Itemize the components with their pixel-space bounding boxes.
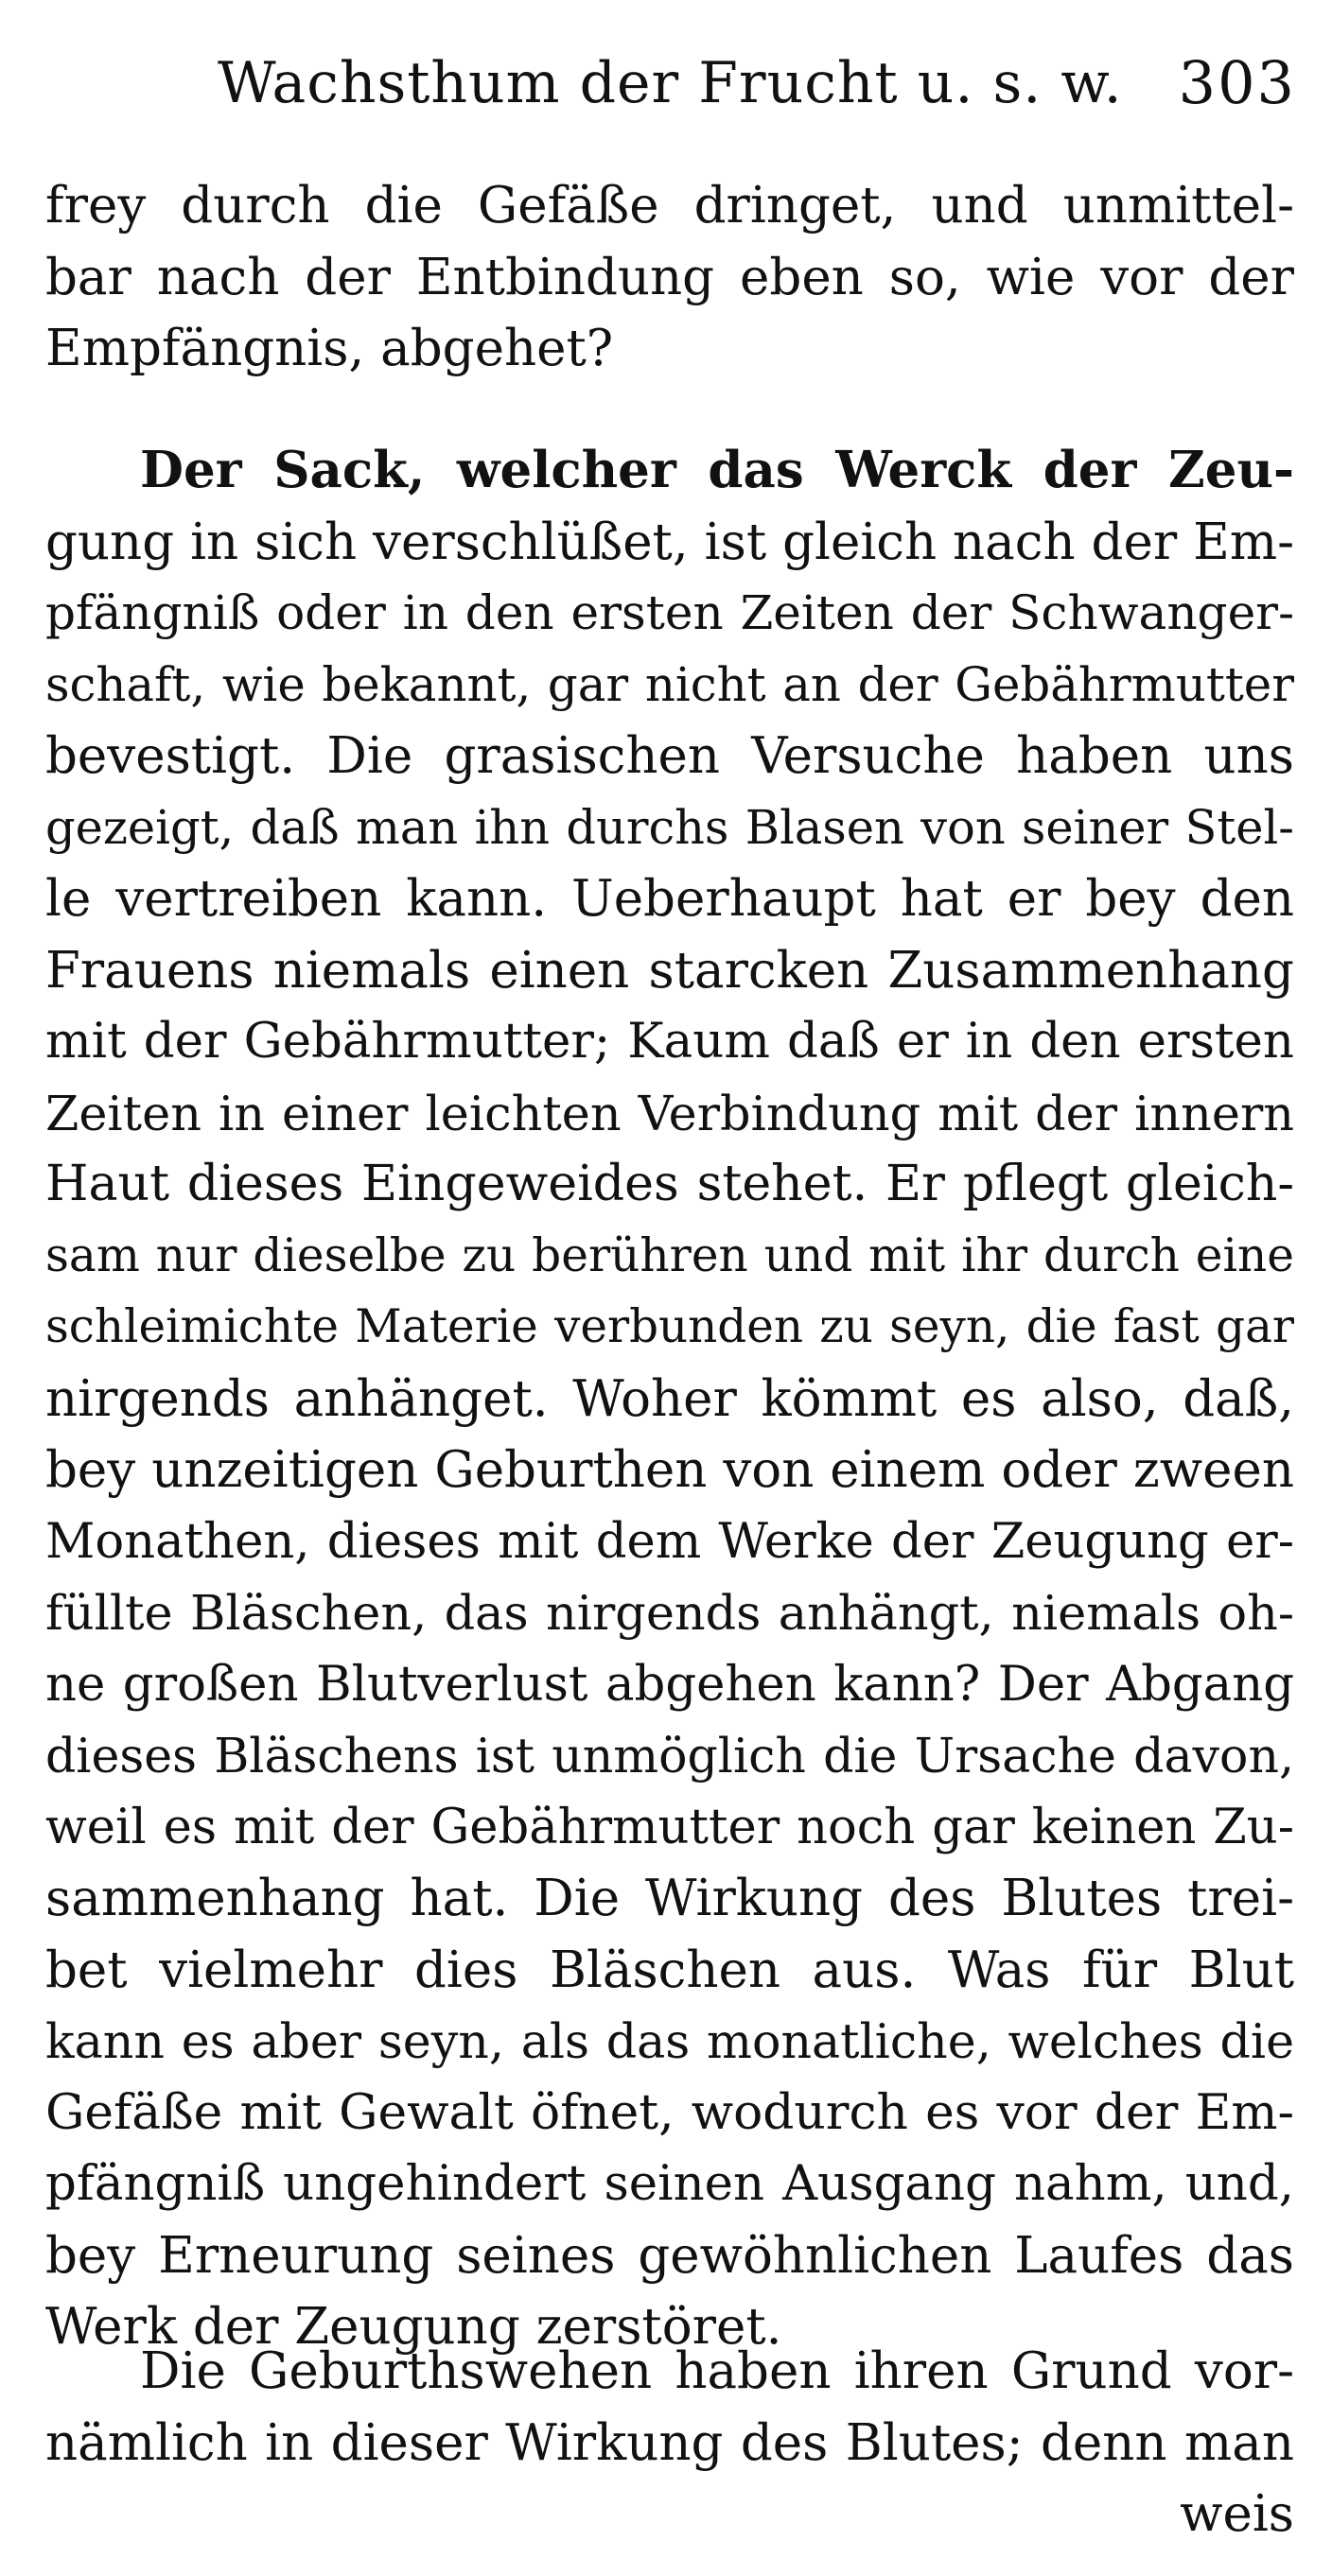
text-line: füllte Bläschen, das nirgends anhängt, niemals oh- <box>45 1585 1294 1641</box>
page-header <box>218 36 1296 131</box>
text-line: Gefäße mit Gewalt öfnet, wodurch es vor der Em- <box>45 2083 1294 2141</box>
text-line: pfängniß oder in den ersten Zeiten der Schwanger- <box>45 585 1294 640</box>
text-line: bevestigt. Die grasischen Versuche haben uns <box>45 727 1294 785</box>
text-line: nirgends anhänget. Woher kömmt es also, daß, <box>45 1369 1294 1428</box>
paragraph-continuation <box>45 170 1294 385</box>
text-line: gung in sich verschlüßet, ist gleich nach der Em- <box>45 513 1294 571</box>
text-line: bey Erneurung seines gewöhnlichen Laufes das <box>45 2226 1294 2285</box>
catchword: weis <box>1180 2485 1294 2543</box>
text-line: frey durch die Gefäße dringet, und unmittel- <box>45 177 1294 235</box>
text-line: bet vielmehr dies Bläschen aus. Was für Blut <box>45 1941 1294 1999</box>
text-line: dieses Bläschens ist unmöglich die Ursache davon, <box>45 1728 1294 1784</box>
text-line: Haut dieses Eingeweides stehet. Er pflegt gleich- <box>45 1156 1294 1212</box>
text-line: Monathen, dieses mit dem Werke der Zeugung er- <box>45 1513 1294 1570</box>
text-line: schleimichte Materie verbunden zu seyn, die fast gar <box>45 1300 1294 1353</box>
text-line: Der Sack, welcher das Werck der Zeu- <box>140 441 1294 499</box>
text-line: Die Geburthswehen haben ihren Grund vor- <box>140 2342 1294 2400</box>
text-line: sam nur dieselbe zu berühren und mit ihr durch eine <box>45 1228 1294 1282</box>
text-line: Empfängnis, abgehet? <box>45 320 614 377</box>
text-line: ne großen Blutverlust abgehen kann? Der Abgang <box>45 1655 1294 1713</box>
text-line: bey unzeitigen Geburthen von einem oder zween <box>45 1441 1294 1499</box>
text-line: nämlich in dieser Wirkung des Blutes; denn man <box>45 2413 1294 2472</box>
running-head: Wachsthum der Frucht u. s. w. <box>218 50 1123 116</box>
text-line: kann es aber seyn, als das monatliche, welches die <box>45 2013 1294 2069</box>
text-line: Werk der Zeugung zerstöret. <box>45 2298 782 2356</box>
paragraph-geburthswehen <box>45 2336 1294 2550</box>
page-number: 303 <box>1178 48 1296 117</box>
text-line: bar nach der Entbindung eben so, wie vor der <box>45 248 1294 306</box>
text-line: gezeigt, daß man ihn durchs Blasen von seiner Stel- <box>45 799 1294 855</box>
text-line: weil es mit der Gebährmutter noch gar keinen Zu- <box>45 1799 1294 1855</box>
text-line: mit der Gebährmutter; Kaum daß er in den ersten <box>45 1013 1294 1070</box>
text-line: Frauens niemals einen starcken Zusammenhang <box>45 941 1294 1000</box>
text-line: sammenhang hat. Die Wirkung des Blutes trei- <box>45 1870 1294 1927</box>
text-line: Zeiten in einer leichten Verbindung mit der innern <box>45 1085 1294 1141</box>
text-line: schaft, wie bekannt, gar nicht an der Gebährmutter <box>45 656 1294 712</box>
paragraph-sack <box>45 435 1294 2363</box>
text-line: pfängniß ungehindert seinen Ausgang nahm, und, <box>45 2155 1294 2212</box>
text-line: le vertreiben kann. Ueberhaupt hat er bey den <box>45 870 1294 928</box>
